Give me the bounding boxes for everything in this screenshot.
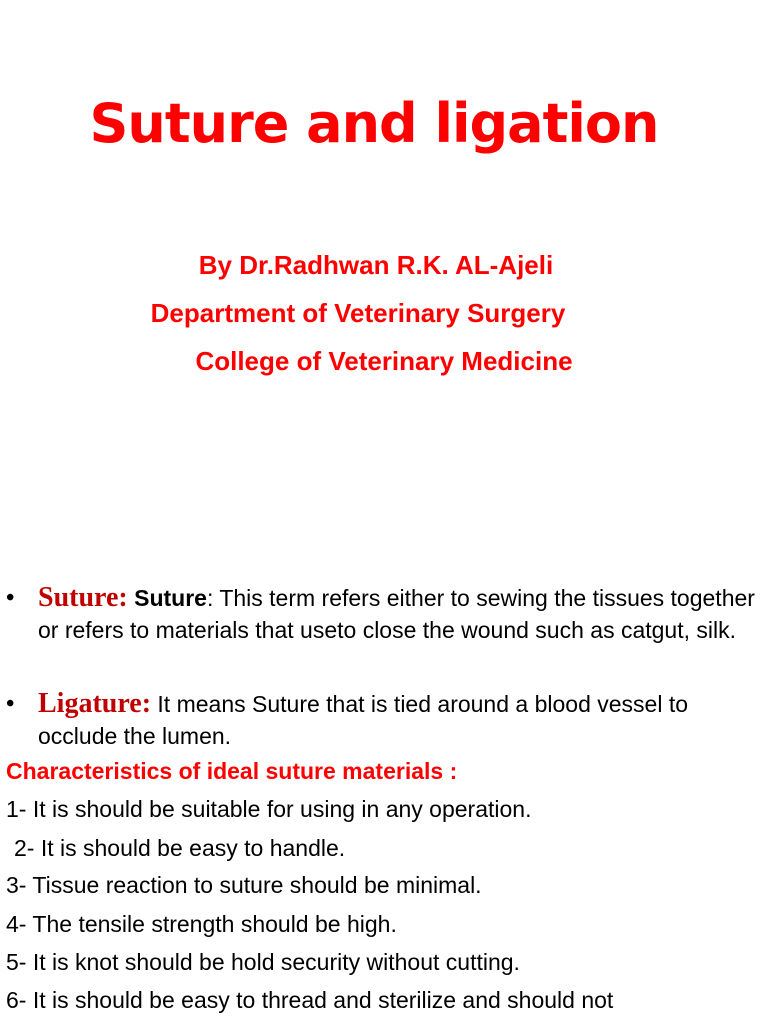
characteristic-item: 5- It is knot should be hold security without cutting. (6, 949, 520, 975)
suture-definition-text: : This term refers either to sewing the tissues together or refers to materials that useto close the wound such as catgut, silk. (38, 585, 755, 643)
ligature-definition-text: It means Suture that is tied around a blood vessel to occlude the lumen. (38, 691, 689, 749)
suture-term: Suture: (38, 582, 128, 613)
suture-definition-body (38, 582, 762, 646)
slide-title: Suture and ligation (89, 92, 659, 155)
ligature-definition-body (38, 688, 762, 752)
characteristic-item: 6- It is should be easy to thread and sterilize and should not (6, 987, 614, 1013)
characteristic-item: 3- Tissue reaction to suture should be minimal. (6, 872, 482, 898)
bullet-point: • (6, 585, 15, 611)
suture-inline-term: Suture (134, 585, 207, 611)
characteristic-item: 2- It is should be easy to handle. (14, 835, 346, 861)
ligature-term: Ligature: (38, 688, 152, 719)
author-line: By Dr.Radhwan R.K. AL-Ajeli (198, 250, 554, 280)
characteristics-heading: Characteristics of ideal suture materials : (6, 758, 458, 784)
department-line: Department of Veterinary Surgery (150, 298, 566, 328)
characteristic-item: 4- The tensile strength should be high. (6, 911, 397, 937)
suture-definition (6, 582, 762, 646)
bullet-point: • (6, 691, 15, 717)
college-line: College of Veterinary Medicine (195, 346, 573, 376)
ligature-definition (6, 688, 762, 752)
characteristic-item: 1- It is should be suitable for using in any operation. (6, 796, 532, 822)
